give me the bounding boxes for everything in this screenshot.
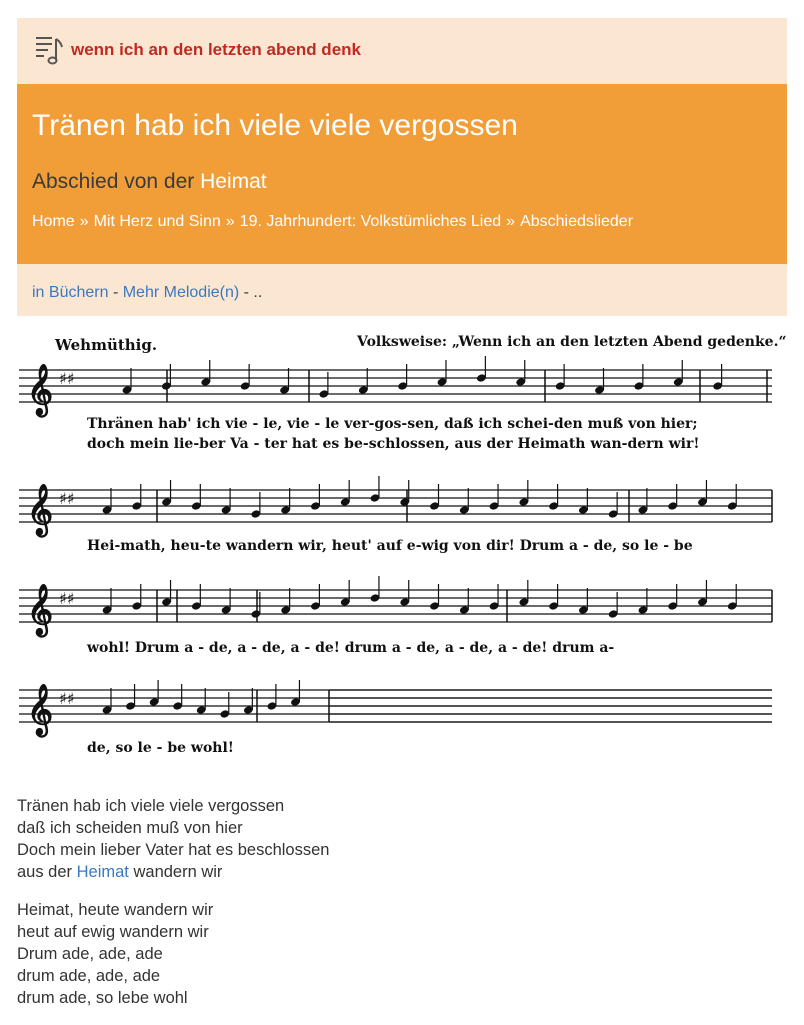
lyrics-line: daß ich scheiden muß von hier	[17, 819, 243, 837]
books-bar	[17, 264, 787, 316]
lyrics-line: heut auf ewig wandern wir	[17, 923, 209, 941]
lyrics-line: drum ade, so lebe wohl	[17, 989, 188, 1007]
score-lyrics-row1b: doch mein lie-ber Va - ter hat es be-schlossen, aus der Heimath wan-dern wir!	[87, 436, 700, 452]
lyrics-line: Tränen hab ich viele viele vergossen	[17, 797, 285, 815]
treble-clef-icon: 𝄞	[27, 364, 54, 415]
in-buechern-link[interactable]: in Büchern	[32, 284, 109, 301]
treble-clef-icon: 𝄞	[27, 584, 54, 635]
treble-clef-icon: 𝄞	[27, 484, 54, 535]
top-song-bar	[17, 18, 787, 84]
breadcrumb-separator: »	[225, 213, 235, 230]
score-lyrics-row3: wohl! Drum a - de, a - de, a - de! drum a - de, a - de, a - de! drum a-	[87, 640, 615, 656]
key-signature-icon: ♯♯	[59, 589, 75, 608]
page-header	[17, 84, 787, 264]
lyrics-heimat-link[interactable]: Heimat	[76, 863, 129, 881]
lyrics-line-prefix: aus der	[17, 863, 77, 881]
score-lyrics-row1a: Thränen hab' ich vie - le, vie - le ver-gos-sen, daß ich schei-den muß von hier;	[87, 416, 698, 432]
music-note-list-icon	[34, 34, 64, 66]
books-line	[32, 284, 262, 302]
breadcrumb-mit-herz-und-sinn[interactable]: Mit Herz und Sinn	[93, 213, 221, 230]
lyrics-stanza-1	[17, 795, 777, 883]
key-signature-icon: ♯♯	[59, 689, 75, 708]
lyrics-line: Heimat, heute wandern wir	[17, 901, 214, 919]
song-lyrics	[17, 795, 777, 1025]
books-separator: -	[108, 284, 123, 301]
key-signature-icon: ♯♯	[59, 369, 75, 388]
heimat-link[interactable]: Heimat	[200, 170, 267, 193]
page-subtitle	[32, 170, 267, 194]
breadcrumb-home[interactable]: Home	[32, 213, 75, 230]
breadcrumb-19-jahrhundert[interactable]: 19. Jahrhundert: Volkstümliches Lied	[239, 213, 502, 230]
score-tempo: Wehmüthig.	[55, 336, 158, 354]
breadcrumb	[32, 213, 633, 231]
lyrics-line: Drum ade, ade, ade	[17, 945, 163, 963]
treble-clef-icon: 𝄞	[27, 684, 54, 735]
lyrics-line	[17, 861, 777, 883]
lyrics-line: Doch mein lieber Vater hat es beschlossen	[17, 841, 330, 859]
books-trailing: - ..	[239, 284, 263, 301]
score-lyrics-row4: de, so le - be wohl!	[87, 740, 234, 756]
lyrics-line-suffix: wandern wir	[128, 863, 223, 881]
breadcrumb-separator: »	[79, 213, 89, 230]
page-title: Tränen hab ich viele viele vergossen	[32, 109, 518, 142]
sheet-music-image	[17, 322, 787, 772]
mehr-melodien-link[interactable]: Mehr Melodie(n)	[122, 284, 240, 301]
song-title-link[interactable]: wenn ich an den letzten abend denk	[71, 40, 361, 59]
subtitle-prefix: Abschied von der	[32, 170, 201, 193]
lyrics-stanza-2	[17, 899, 777, 1009]
key-signature-icon: ♯♯	[59, 489, 75, 508]
score-lyrics-row2: Hei-math, heu-te wandern wir, heut' auf e-wig von dir! Drum a - de, so le - be	[87, 538, 693, 554]
score-source: Volksweise: „Wenn ich an den letzten Abend gedenke.“	[357, 334, 787, 350]
lyrics-line: drum ade, ade, ade	[17, 967, 161, 985]
breadcrumb-abschiedslieder[interactable]: Abschiedslieder	[520, 213, 634, 230]
sheet-music-svg	[17, 322, 787, 772]
breadcrumb-separator: »	[506, 213, 516, 230]
